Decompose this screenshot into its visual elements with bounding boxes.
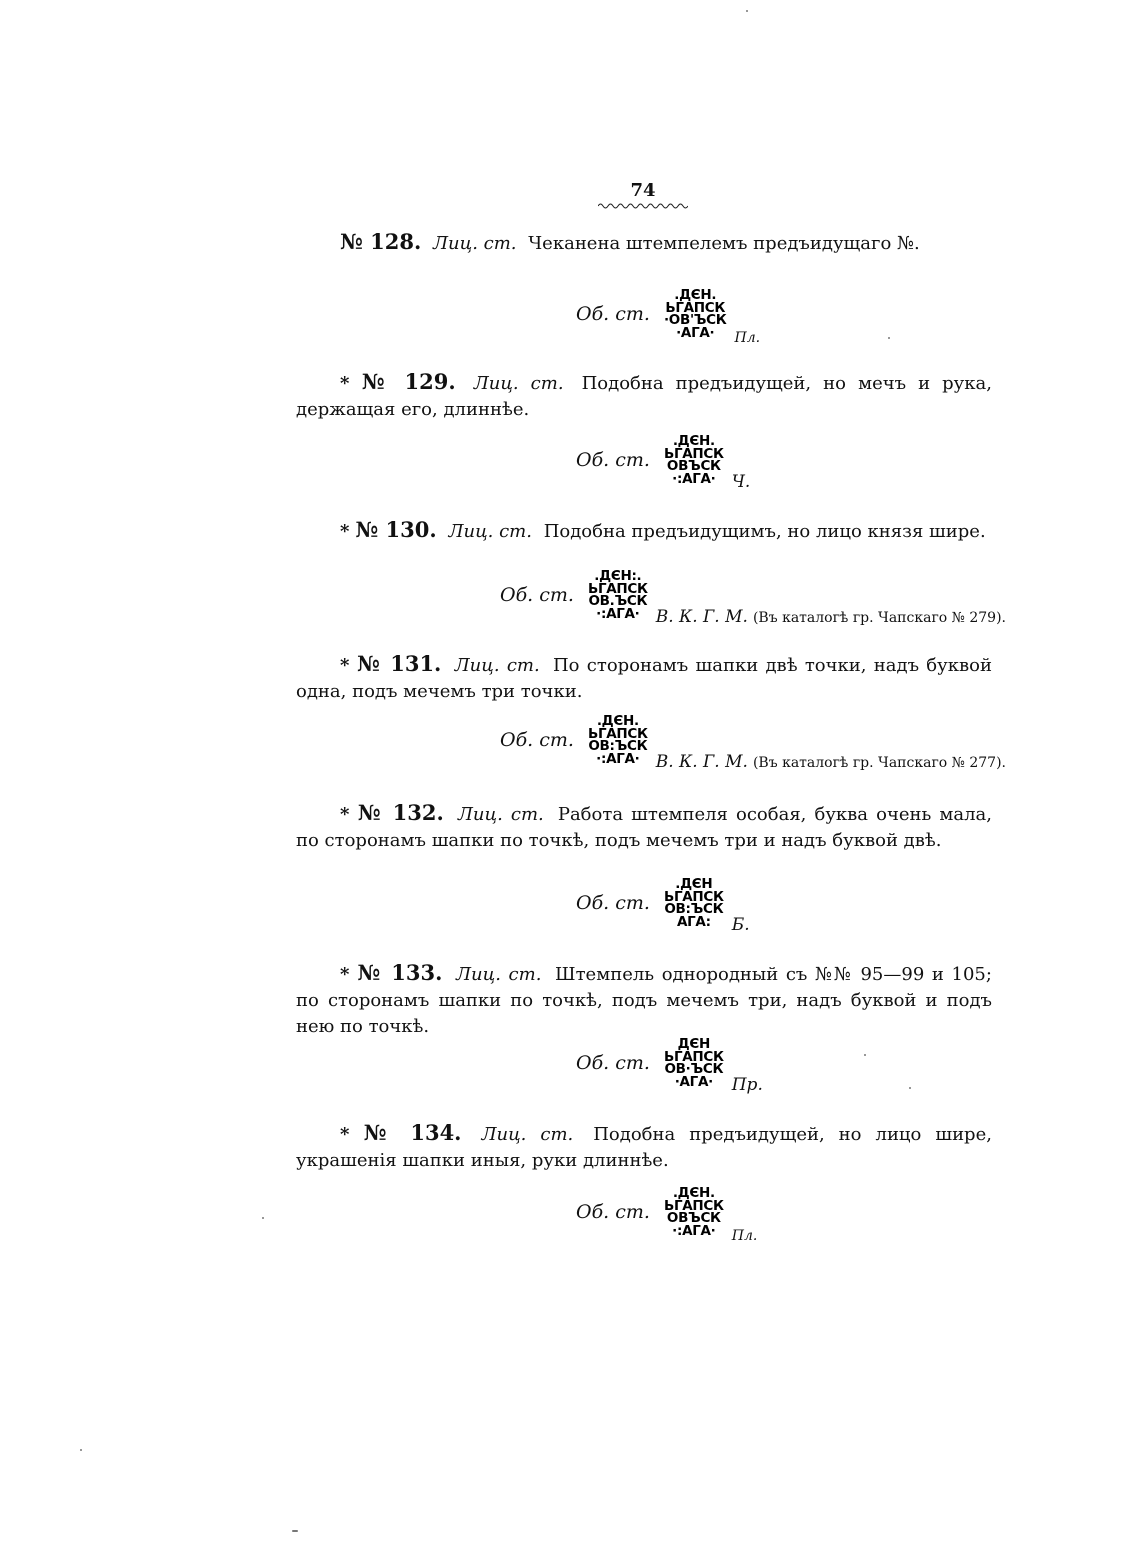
entry-number: № 132. xyxy=(355,800,444,825)
page-number-underline xyxy=(598,201,688,211)
collection-location: В. К. Г. М. xyxy=(655,607,748,627)
reverse-label: Об. ст. xyxy=(500,584,574,606)
entry-number: № 131. xyxy=(355,651,442,676)
inscription-line: ·:АГА· xyxy=(672,470,716,487)
obverse-label: Лиц. ст. xyxy=(457,804,544,825)
entry-number: № 134. xyxy=(355,1120,462,1145)
obverse-label: Лиц. ст. xyxy=(448,521,532,542)
reverse-label: Об. ст. xyxy=(576,1052,650,1074)
coin-inscription xyxy=(664,435,724,485)
inscription-line: ОВЪСК xyxy=(666,458,721,474)
entry-131 xyxy=(296,651,992,705)
entry-text: По сторонамъ шапки двѣ точки, надъ буквой одна, подъ мечемъ три точки. xyxy=(296,655,992,702)
star-mark: * xyxy=(340,655,350,676)
star-mark: * xyxy=(340,964,350,985)
entry-number: № 133. xyxy=(355,960,443,985)
scan-speck xyxy=(262,1217,264,1219)
inscription-line: .ДЄН. xyxy=(596,713,639,729)
inscription-line: ·ОВ'ЪСК xyxy=(663,312,727,328)
inscription-line: ЬГАПСК xyxy=(663,1048,724,1065)
coin-inscription xyxy=(664,289,727,339)
catalog-note: (Въ каталогѣ гр. Чапскаго № 277). xyxy=(752,755,1006,771)
scan-speck xyxy=(864,1054,866,1056)
star-mark: * xyxy=(340,373,350,394)
collection-location: Пр. xyxy=(731,1075,763,1095)
reverse-label: Об. ст. xyxy=(576,892,650,914)
inscription-line: ·:АГА· xyxy=(596,605,640,622)
collection-location: В. К. Г. М. xyxy=(655,752,748,772)
entry-text: Работа штемпеля особая, буква очень мала, по сторонамъ шапки по точкѣ, подъ мечемъ три и надъ буквой двѣ. xyxy=(296,804,992,851)
inscription-line: .ДЄН xyxy=(675,876,713,892)
inscription-line: ОВЪСК xyxy=(666,1210,721,1226)
inscription-line: ОВ:ЪСК xyxy=(664,901,724,917)
obverse-label: Лиц. ст. xyxy=(473,373,564,394)
entry-128 xyxy=(296,229,992,257)
collection-location: Пл. xyxy=(734,330,761,346)
entry-129 xyxy=(296,369,992,423)
entry-132 xyxy=(296,800,992,854)
scan-speck xyxy=(292,1530,298,1532)
inscription-line: ОВ.ЪСК xyxy=(588,593,648,609)
inscription-line: .ДЄН:. xyxy=(594,568,642,584)
reverse-129 xyxy=(576,428,750,492)
entry-text: Чеканена штемпелемъ предъидущаго №. xyxy=(528,233,920,254)
reverse-132 xyxy=(576,871,750,935)
entry-text: Подобна предъидущей, но мечъ и рука, держащая его, длиннѣе. xyxy=(296,373,992,420)
obverse-label: Лиц. ст. xyxy=(481,1124,574,1145)
entry-text: Подобна предъидущимъ, но лицо князя шире. xyxy=(543,521,986,542)
inscription-line: ·:АГА· xyxy=(596,750,640,767)
scan-speck xyxy=(80,1449,82,1451)
obverse-label: Лиц. ст. xyxy=(456,964,542,985)
coin-inscription xyxy=(664,878,724,928)
coin-inscription xyxy=(664,1187,724,1237)
coin-inscription xyxy=(664,1038,724,1088)
entry-number: № 129. xyxy=(355,369,456,394)
entry-130 xyxy=(296,517,992,545)
inscription-line: ·АГА· xyxy=(674,1073,713,1090)
inscription-line: .ДЄН. xyxy=(672,1185,715,1201)
coin-inscription xyxy=(588,715,648,765)
entry-134 xyxy=(296,1120,992,1174)
obverse-label: Лиц. ст. xyxy=(433,233,517,254)
obverse-label: Лиц. ст. xyxy=(454,655,540,676)
scan-speck xyxy=(746,10,748,12)
page-number: 74 xyxy=(630,180,656,201)
reverse-133 xyxy=(576,1031,763,1095)
inscription-line: ·:АГА· xyxy=(672,1222,716,1239)
collection-location: Ч. xyxy=(731,472,751,492)
collection-location: Пл. xyxy=(731,1228,758,1244)
catalog-note: (Въ каталогѣ гр. Чапскаго № 279). xyxy=(752,610,1006,626)
reverse-131 xyxy=(500,708,1006,772)
coin-inscription xyxy=(588,570,648,620)
star-mark: * xyxy=(340,521,350,542)
reverse-label: Об. ст. xyxy=(500,729,574,751)
inscription-line: ЬГАПСК xyxy=(663,1197,724,1214)
reverse-label: Об. ст. xyxy=(576,1201,650,1223)
reverse-128 xyxy=(576,282,760,346)
scan-speck xyxy=(909,1087,911,1089)
inscription-line: ЬГАПСК xyxy=(663,888,724,905)
star-mark: * xyxy=(340,1124,350,1145)
inscription-line: ДЄН xyxy=(677,1036,711,1052)
reverse-134 xyxy=(576,1180,757,1244)
inscription-line: ЬГАПСК xyxy=(587,580,648,597)
reverse-130 xyxy=(500,563,1006,627)
entry-number: № 130. xyxy=(355,517,437,542)
inscription-line: АГА: xyxy=(676,913,711,930)
inscription-line: ·АГА· xyxy=(676,324,715,341)
inscription-line: ЬГАПСК xyxy=(665,299,726,316)
inscription-line: .ДЄН. xyxy=(674,287,717,303)
inscription-line: .ДЄН. xyxy=(672,433,715,449)
inscription-line: ОВ:ЪСК xyxy=(588,738,648,754)
reverse-label: Об. ст. xyxy=(576,449,650,471)
inscription-line: ОВ·ЪСК xyxy=(664,1061,724,1077)
inscription-line: ЬГАПСК xyxy=(663,445,724,462)
entry-number: № 128. xyxy=(340,229,422,254)
scan-speck xyxy=(888,337,890,339)
entry-text: Подобна предъидущей, но лицо шире, украшенія шапки иныя, руки длиннѣе. xyxy=(296,1124,992,1171)
collection-location: Б. xyxy=(731,915,750,935)
star-mark: * xyxy=(340,804,350,825)
inscription-line: ЬГАПСК xyxy=(587,725,648,742)
entry-133 xyxy=(296,960,992,1040)
entry-text: Штемпель однородный съ №№ 95—99 и 105; по сторонамъ шапки по точкѣ, подъ мечемъ три, надъ буквой и подъ нею по точкѣ. xyxy=(296,964,992,1037)
reverse-label: Об. ст. xyxy=(576,303,650,325)
